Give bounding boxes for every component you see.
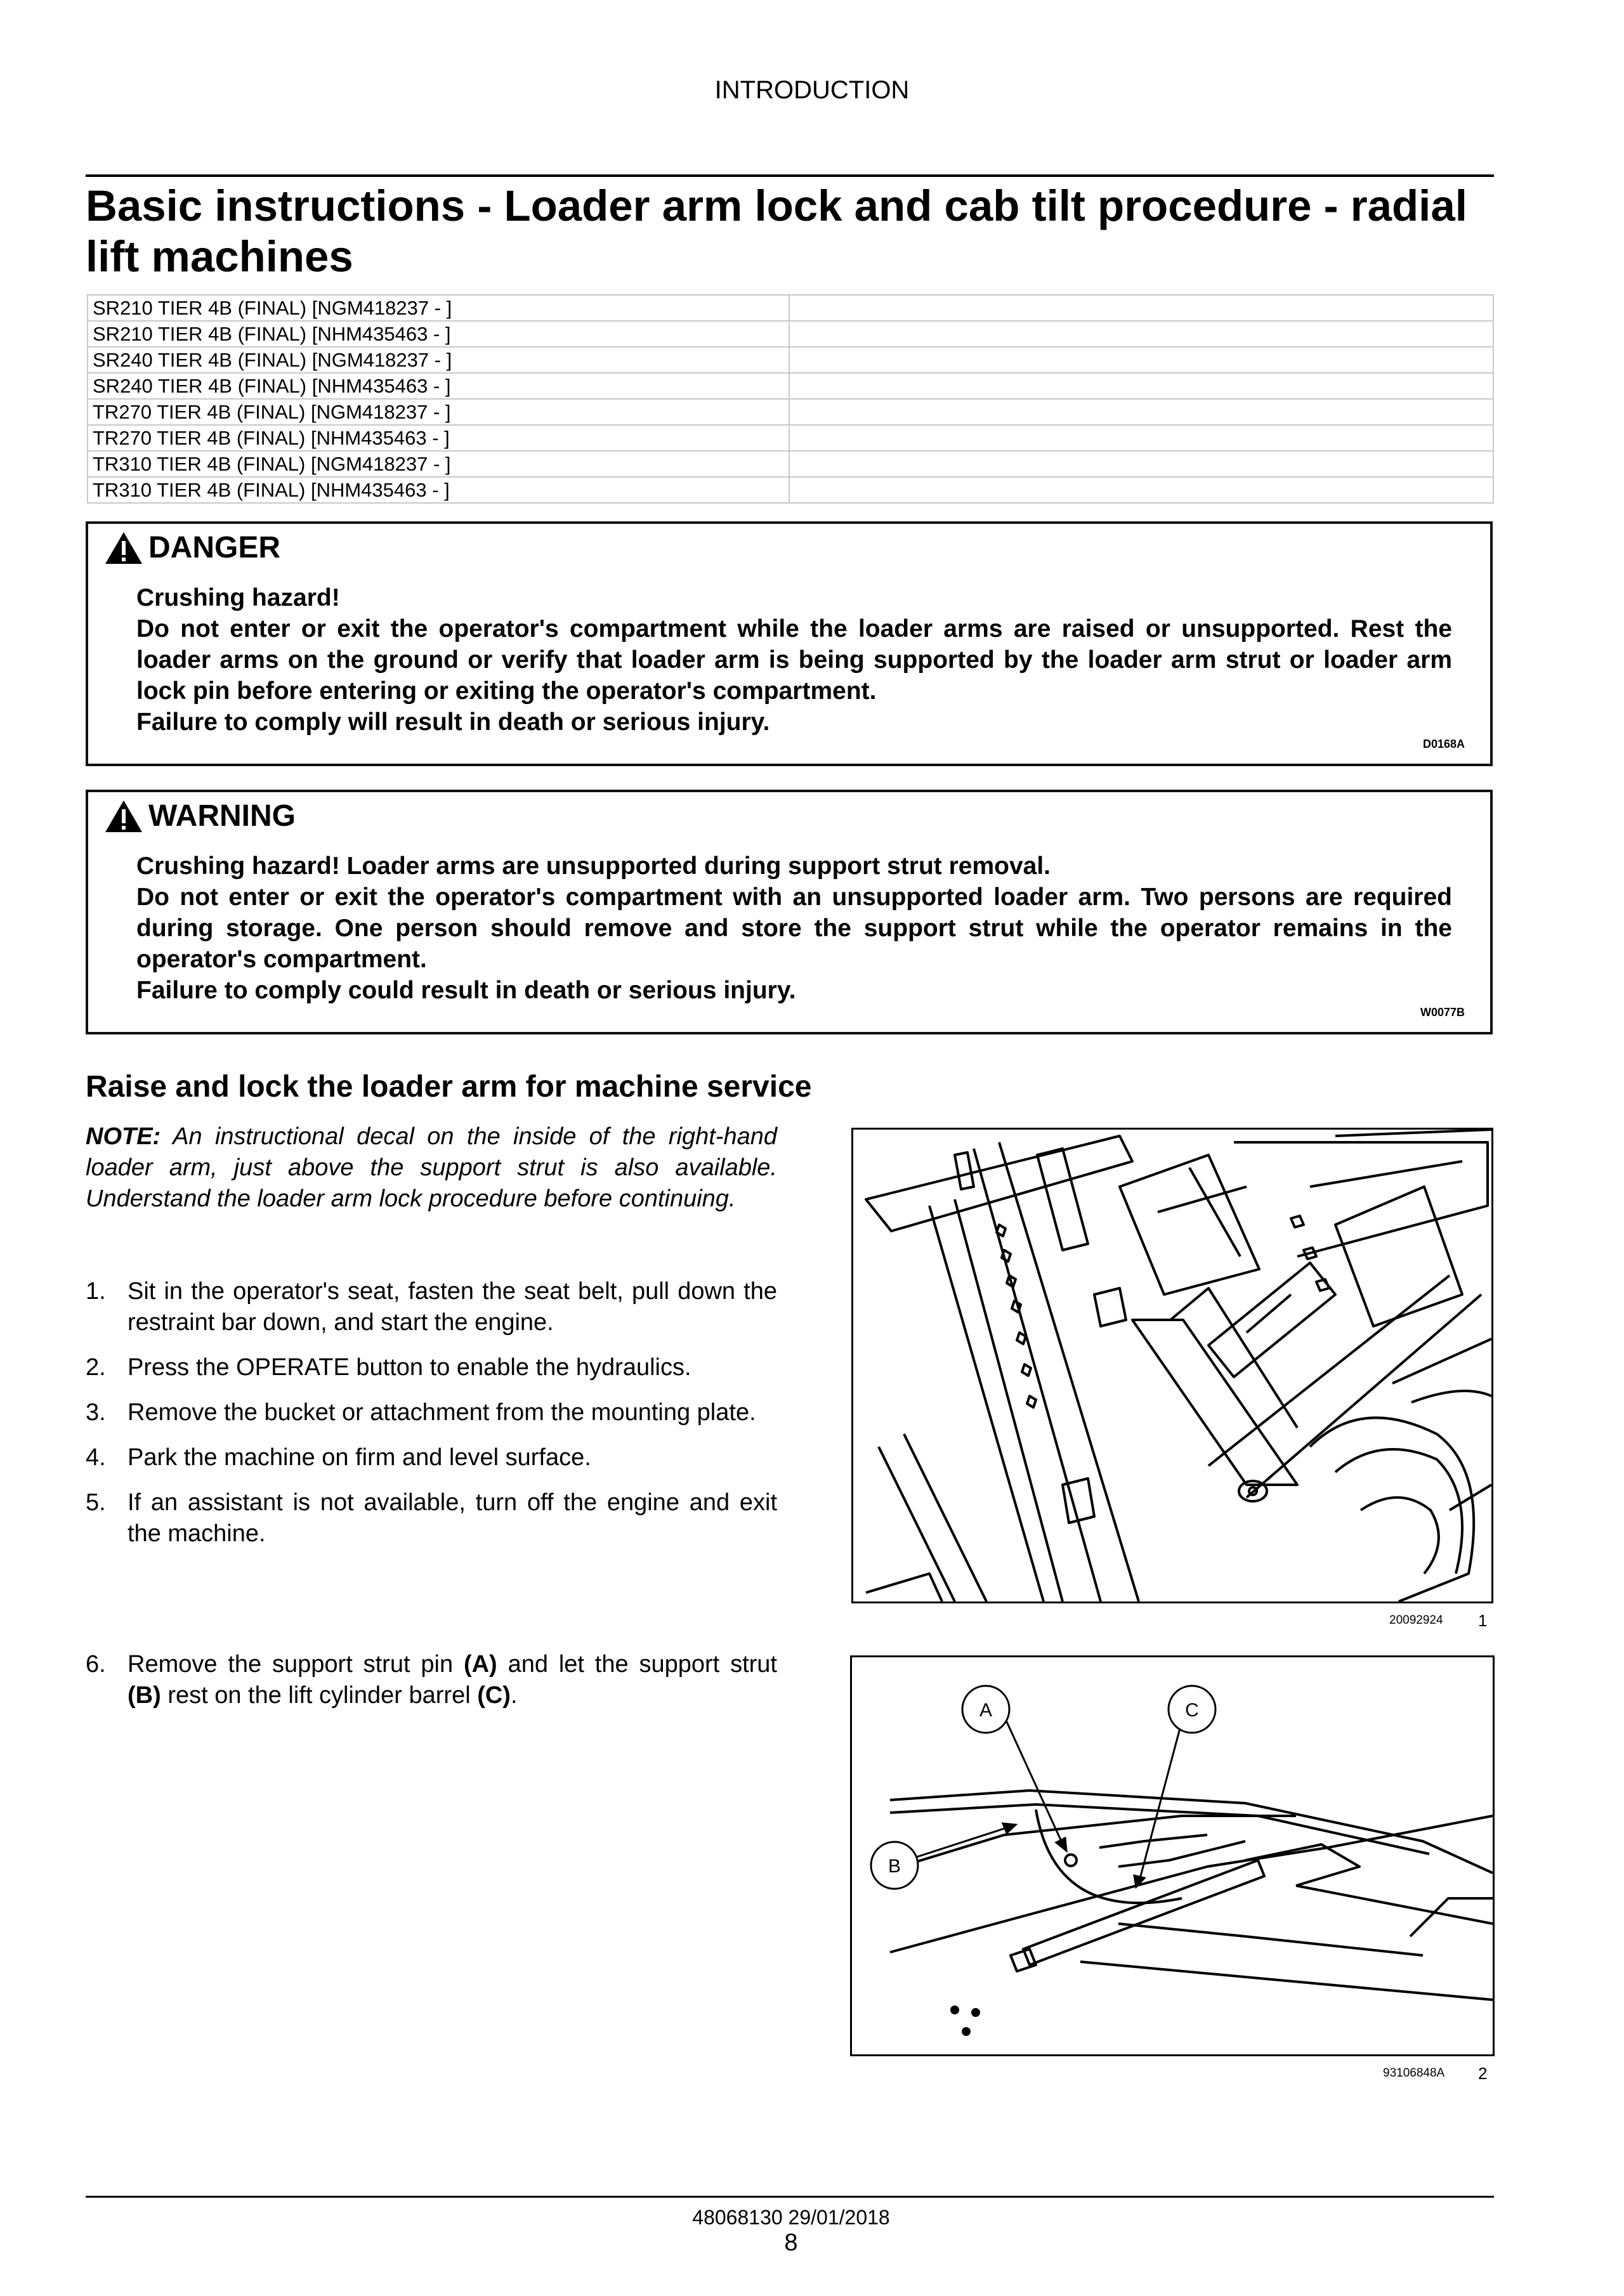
step-number: 5. [86,1489,106,1516]
callout-ref-c: (C) [477,1682,511,1709]
step-text: and let the support strut [497,1651,777,1678]
running-header: INTRODUCTION [714,76,910,104]
note-label: NOTE: [86,1123,161,1150]
step-number: 1. [86,1278,106,1305]
danger-line: Crushing hazard! [136,584,340,611]
empty-cell [789,451,1493,477]
model-cell: TR310 TIER 4B (FINAL) [NHM435463 - ] [88,477,789,503]
figure-2-number: 2 [1478,2064,1488,2083]
danger-box [86,521,1493,766]
warning-code: W0077B [1420,1006,1465,1019]
table-row [88,295,1493,321]
step-text: Sit in the operator's seat, fasten the seat belt, pull down the restraint bar down, and start the engine. [128,1278,777,1336]
model-cell: TR270 TIER 4B (FINAL) [NGM418237 - ] [88,399,789,425]
table-row [88,399,1493,425]
empty-cell [789,373,1493,399]
callout-b-label: B [887,1856,901,1877]
empty-cell [789,321,1493,347]
model-table [87,294,1494,504]
table-row [88,321,1493,347]
table-row [88,451,1493,477]
step-text: . [510,1682,518,1709]
footer-rule [86,2196,1494,2198]
model-cell: SR240 TIER 4B (FINAL) [NHM435463 - ] [88,373,789,399]
warning-triangle-icon [104,531,143,565]
step-list [86,1276,777,1563]
warning-label: WARNING [148,799,296,833]
list-item [86,1487,777,1549]
table-row [88,373,1493,399]
model-cell: TR270 TIER 4B (FINAL) [NHM435463 - ] [88,425,789,451]
note-text: An instructional decal on the inside of the right-hand loader arm, just above the support strut is also available. Understand the loader arm lock procedure before continuing. [86,1123,777,1212]
danger-text [136,582,1452,738]
danger-line: Failure to comply will result in death or serious injury. [136,708,770,736]
figure-1-loader-arm-illustration [851,1128,1493,1603]
table-row [88,477,1493,503]
step-text: If an assistant is not available, turn off the engine and exit the machine. [128,1489,777,1547]
list-item [86,1352,777,1383]
callout-a-label: A [979,1700,993,1721]
step-text: Press the OPERATE button to enable the hydraulics. [128,1354,691,1381]
header-rule [86,174,1494,177]
step-text: Park the machine on firm and level surface. [128,1444,591,1471]
document-code: 48068130 29/01/2018 [692,2206,890,2229]
figure-1-number: 1 [1478,1611,1488,1630]
danger-label: DANGER [148,531,281,564]
danger-line: Do not enter or exit the operator's compartment while the loader arms are raised or unsupported. Rest the loader arms on the ground or verify that loader arm is being supported by the loader arm strut or loader arm lock pin before entering or exiting the operator's compartment. [136,615,1452,705]
empty-cell [789,295,1493,321]
step-number: 3. [86,1399,106,1426]
warning-line: Crushing hazard! Loader arms are unsupported during support strut removal. [136,852,1051,880]
warning-triangle-icon [104,799,143,833]
empty-cell [789,347,1493,373]
step-text: Remove the support strut pin [128,1651,464,1678]
figure-1-code: 20092924 [1389,1614,1443,1627]
list-item [86,1397,777,1428]
warning-heading [104,799,296,833]
warning-line: Failure to comply could result in death or serious injury. [136,977,796,1004]
warning-text [136,851,1452,1006]
step-list-2 [86,1649,777,1725]
model-cell: SR210 TIER 4B (FINAL) [NGM418237 - ] [88,295,789,321]
loader-arm-drawing [853,1130,1491,1601]
callout-ref-a: (A) [463,1651,497,1678]
danger-code: D0168A [1422,738,1465,750]
list-item [86,1442,777,1473]
list-item [86,1276,777,1338]
figure-2-code: 93106848A [1383,2066,1445,2080]
table-row [88,347,1493,373]
model-cell: SR210 TIER 4B (FINAL) [NHM435463 - ] [88,321,789,347]
step-number: 6. [86,1651,106,1678]
figure-2-support-strut-illustration [850,1655,1495,2056]
table-row [88,425,1493,451]
step-number: 2. [86,1354,106,1381]
step-text: rest on the lift cylinder barrel [160,1682,478,1709]
empty-cell [789,425,1493,451]
callout-ref-b: (B) [128,1682,161,1709]
page-title: Basic instructions - Loader arm lock and cab tilt procedure - radial lift machines [86,181,1467,281]
callout-c-label: C [1185,1700,1199,1721]
list-item [86,1649,777,1711]
step-number: 4. [86,1444,106,1471]
danger-heading [104,530,280,565]
warning-line: Do not enter or exit the operator's compartment with an unsupported loader arm. Two persons are required during storage. One person should remove and store the support strut while the operator remains in the operator's compartment. [136,884,1452,973]
empty-cell [789,399,1493,425]
step-text: Remove the bucket or attachment from the mounting plate. [128,1399,756,1426]
empty-cell [789,477,1493,503]
warning-box [86,790,1493,1034]
model-cell: SR240 TIER 4B (FINAL) [NGM418237 - ] [88,347,789,373]
model-cell: TR310 TIER 4B (FINAL) [NGM418237 - ] [88,451,789,477]
page-number: 8 [784,2229,798,2256]
support-strut-drawing [852,1657,1493,2054]
note-paragraph [86,1121,777,1215]
section-heading: Raise and lock the loader arm for machine service [86,1070,812,1104]
